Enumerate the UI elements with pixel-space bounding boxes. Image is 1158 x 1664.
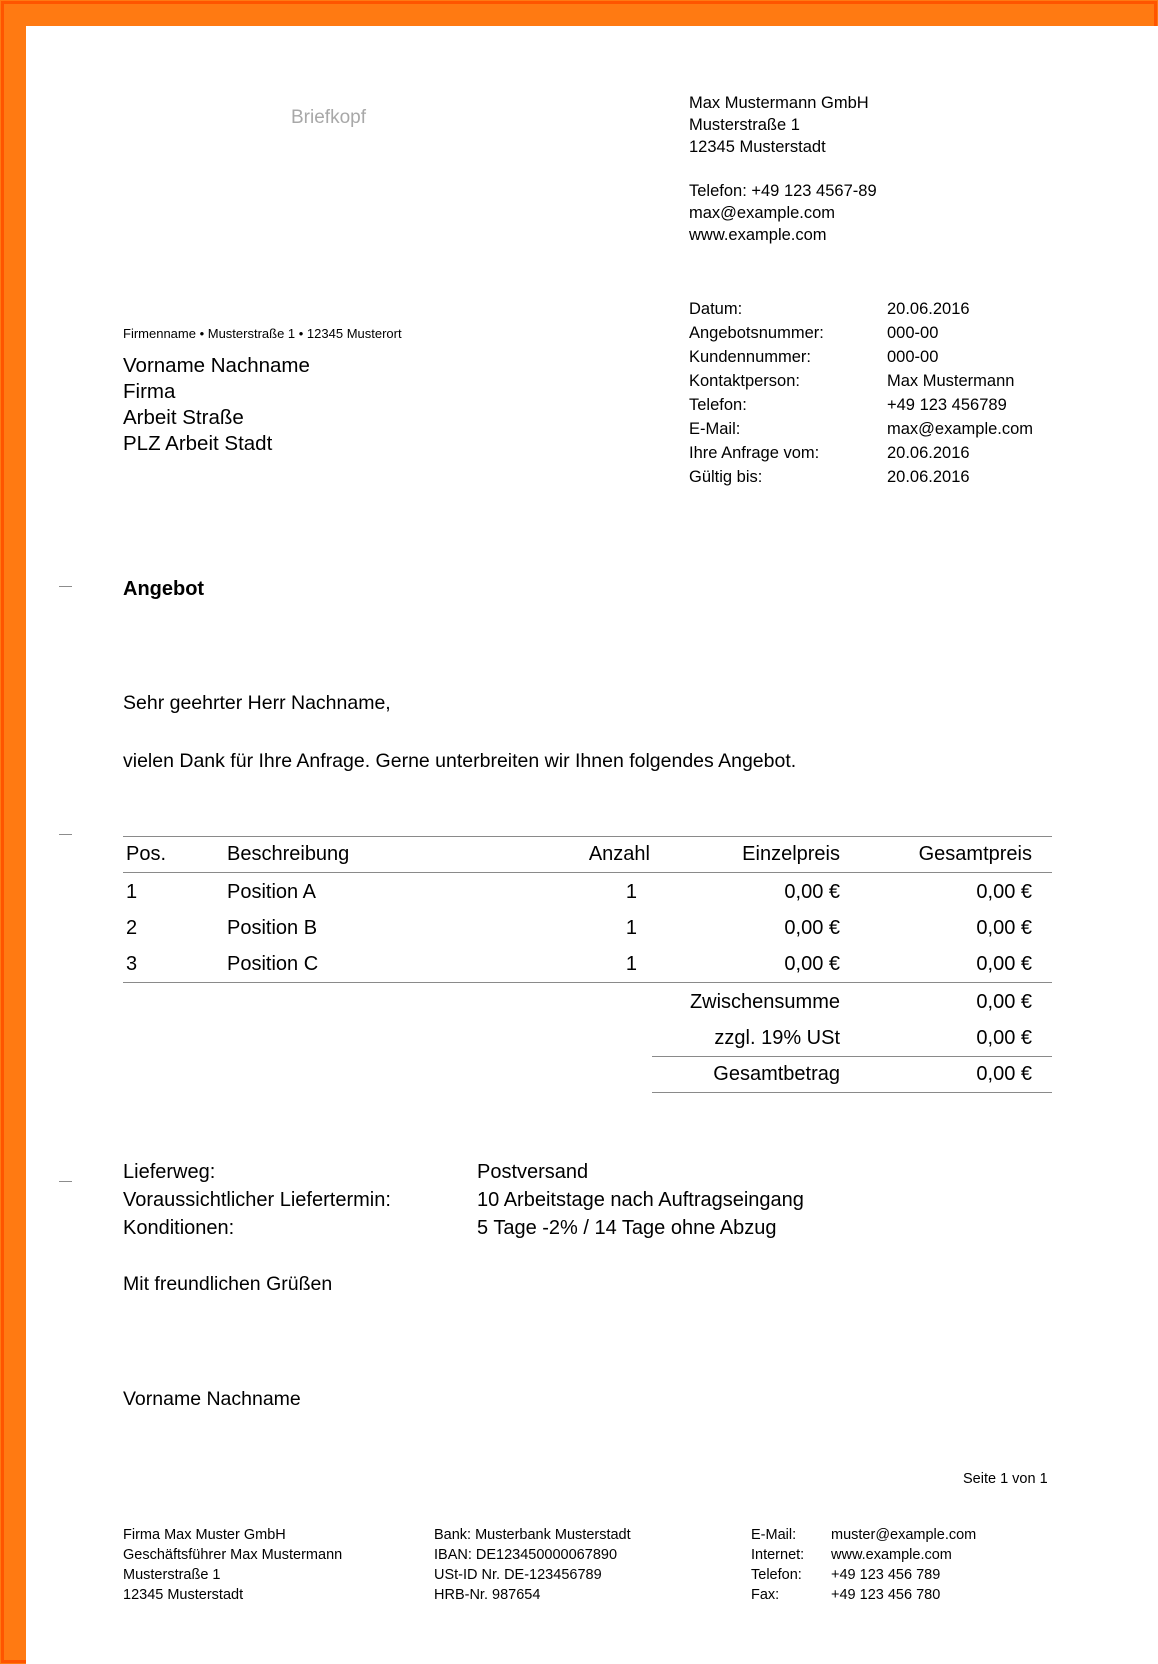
footer-contact-row [751, 1565, 976, 1585]
row-total-price: 0,00 € [976, 953, 1032, 975]
info-row-email [689, 417, 1033, 441]
fold-mark [59, 586, 72, 587]
row-pos: 2 [126, 917, 138, 939]
footer-line: Geschäftsführer Max Mustermann [123, 1547, 343, 1563]
info-value: max@example.com [887, 420, 1034, 438]
table-body-rule [123, 982, 1052, 983]
recipient-address [123, 353, 310, 457]
header-description: Beschreibung [227, 843, 350, 865]
footer-contact-row [751, 1585, 976, 1605]
footer-contact-label: Telefon: [751, 1567, 802, 1583]
info-value: Max Mustermann [887, 372, 1015, 390]
delivery-conditions [123, 1158, 804, 1242]
info-label: Ihre Anfrage vom: [689, 444, 820, 462]
footer-contact-info [751, 1525, 976, 1605]
info-value: 20.06.2016 [887, 300, 970, 318]
footer-contact-label: Fax: [751, 1587, 780, 1603]
table-top-rule [123, 836, 1052, 837]
header-total-price: Gesamtpreis [918, 843, 1032, 865]
info-value: +49 123 456789 [887, 396, 1007, 414]
row-description: Position C [227, 953, 319, 975]
info-row-request-date [689, 441, 1033, 465]
info-row-contact-person [689, 369, 1033, 393]
condition-label: Konditionen: [123, 1217, 235, 1239]
footer-company-info [123, 1525, 342, 1605]
condition-row-shipping [123, 1158, 804, 1186]
info-label: Angebotsnummer: [689, 324, 824, 342]
grand-total-label: Gesamtbetrag [713, 1063, 840, 1085]
condition-row-delivery-date [123, 1186, 804, 1214]
row-description: Position B [227, 917, 318, 939]
condition-row-terms [123, 1214, 804, 1242]
recipient-city: PLZ Arbeit Stadt [123, 432, 273, 455]
footer-contact-row [751, 1545, 976, 1565]
info-label: E-Mail: [689, 420, 741, 438]
sender-city: 12345 Musterstadt [689, 138, 826, 156]
table-header-rule [123, 872, 1052, 873]
footer-line: Bank: Musterbank Musterstadt [434, 1527, 631, 1543]
punch-mark [59, 834, 72, 835]
header-unit-price: Einzelpreis [742, 843, 840, 865]
footer-contact-value: www.example.com [831, 1547, 952, 1563]
row-unit-price: 0,00 € [784, 953, 840, 975]
row-unit-price: 0,00 € [784, 917, 840, 939]
row-quantity: 1 [625, 881, 637, 903]
footer-line: 12345 Musterstadt [123, 1587, 244, 1603]
row-pos: 3 [126, 953, 138, 975]
info-value: 20.06.2016 [887, 444, 970, 462]
condition-value: Postversand [477, 1161, 589, 1183]
footer-contact-label: Internet: [751, 1547, 805, 1563]
row-description: Position A [227, 881, 316, 903]
totals-rule [652, 1056, 1052, 1057]
signature-name: Vorname Nachname [123, 1388, 301, 1410]
tax-value: 0,00 € [976, 1027, 1032, 1049]
info-value: 000-00 [887, 324, 939, 342]
info-row-customer-number [689, 345, 1033, 369]
sender-phone: Telefon: +49 123 4567-89 [689, 182, 877, 200]
grand-total-value: 0,00 € [976, 1063, 1032, 1085]
row-total-price: 0,00 € [976, 917, 1032, 939]
sender-address [689, 92, 877, 246]
info-row-offer-number [689, 321, 1033, 345]
row-pos: 1 [126, 881, 138, 903]
footer-contact-value: +49 123 456 780 [831, 1587, 941, 1603]
info-row-valid-until [689, 465, 1033, 489]
header-quantity: Anzahl [588, 843, 650, 865]
salutation: Sehr geehrter Herr Nachname, [123, 692, 391, 714]
page-number: Seite 1 von 1 [963, 1471, 1048, 1487]
totals-bottom-rule [652, 1092, 1052, 1093]
footer-contact-row [751, 1525, 976, 1545]
footer-contact-value: muster@example.com [831, 1527, 977, 1543]
intro-text: vielen Dank für Ihre Anfrage. Gerne unterbreiten wir Ihnen folgendes Angebot. [123, 750, 797, 772]
row-unit-price: 0,00 € [784, 881, 840, 903]
info-row-date [689, 297, 1033, 321]
closing-phrase: Mit freundlichen Grüßen [123, 1273, 333, 1295]
return-address-line: Firmenname • Musterstraße 1 • 12345 Musterort [123, 326, 402, 341]
info-label: Gültig bis: [689, 468, 763, 486]
footer-contact-value: +49 123 456 789 [831, 1567, 941, 1583]
footer-line: USt-ID Nr. DE-123456789 [434, 1567, 602, 1583]
fold-mark [59, 1181, 72, 1182]
sender-street: Musterstraße 1 [689, 116, 800, 134]
header-pos: Pos. [126, 843, 167, 865]
subtotal-label: Zwischensumme [689, 991, 840, 1013]
sender-email: max@example.com [689, 204, 836, 222]
info-label: Datum: [689, 300, 743, 318]
footer-line: Musterstraße 1 [123, 1567, 221, 1583]
info-value: 20.06.2016 [887, 468, 970, 486]
footer-line: Firma Max Muster GmbH [123, 1527, 286, 1543]
condition-label: Lieferweg: [123, 1161, 216, 1183]
footer-contact-label: E-Mail: [751, 1527, 797, 1543]
subject-heading: Angebot [123, 578, 205, 600]
subtotal-value: 0,00 € [976, 991, 1032, 1013]
info-label: Kontaktperson: [689, 372, 800, 390]
recipient-company: Firma [123, 380, 176, 403]
offer-info-table [689, 297, 1033, 489]
row-quantity: 1 [625, 917, 637, 939]
info-label: Telefon: [689, 396, 747, 414]
recipient-name: Vorname Nachname [123, 354, 310, 377]
condition-label: Voraussichtlicher Liefertermin: [123, 1189, 391, 1211]
row-quantity: 1 [625, 953, 637, 975]
footer-line: IBAN: DE123450000067890 [434, 1547, 618, 1563]
sender-web: www.example.com [689, 226, 827, 244]
letterhead-placeholder: Briefkopf [291, 107, 366, 128]
info-label: Kundennummer: [689, 348, 811, 366]
condition-value: 5 Tage -2% / 14 Tage ohne Abzug [477, 1217, 777, 1239]
info-row-phone [689, 393, 1033, 417]
footer-line: HRB-Nr. 987654 [434, 1587, 541, 1603]
condition-value: 10 Arbeitstage nach Auftragseingang [477, 1189, 804, 1211]
recipient-street: Arbeit Straße [123, 406, 244, 429]
footer-bank-info [434, 1525, 631, 1605]
row-total-price: 0,00 € [976, 881, 1032, 903]
tax-label: zzgl. 19% USt [714, 1027, 840, 1049]
sender-company: Max Mustermann GmbH [689, 94, 869, 112]
info-value: 000-00 [887, 348, 939, 366]
